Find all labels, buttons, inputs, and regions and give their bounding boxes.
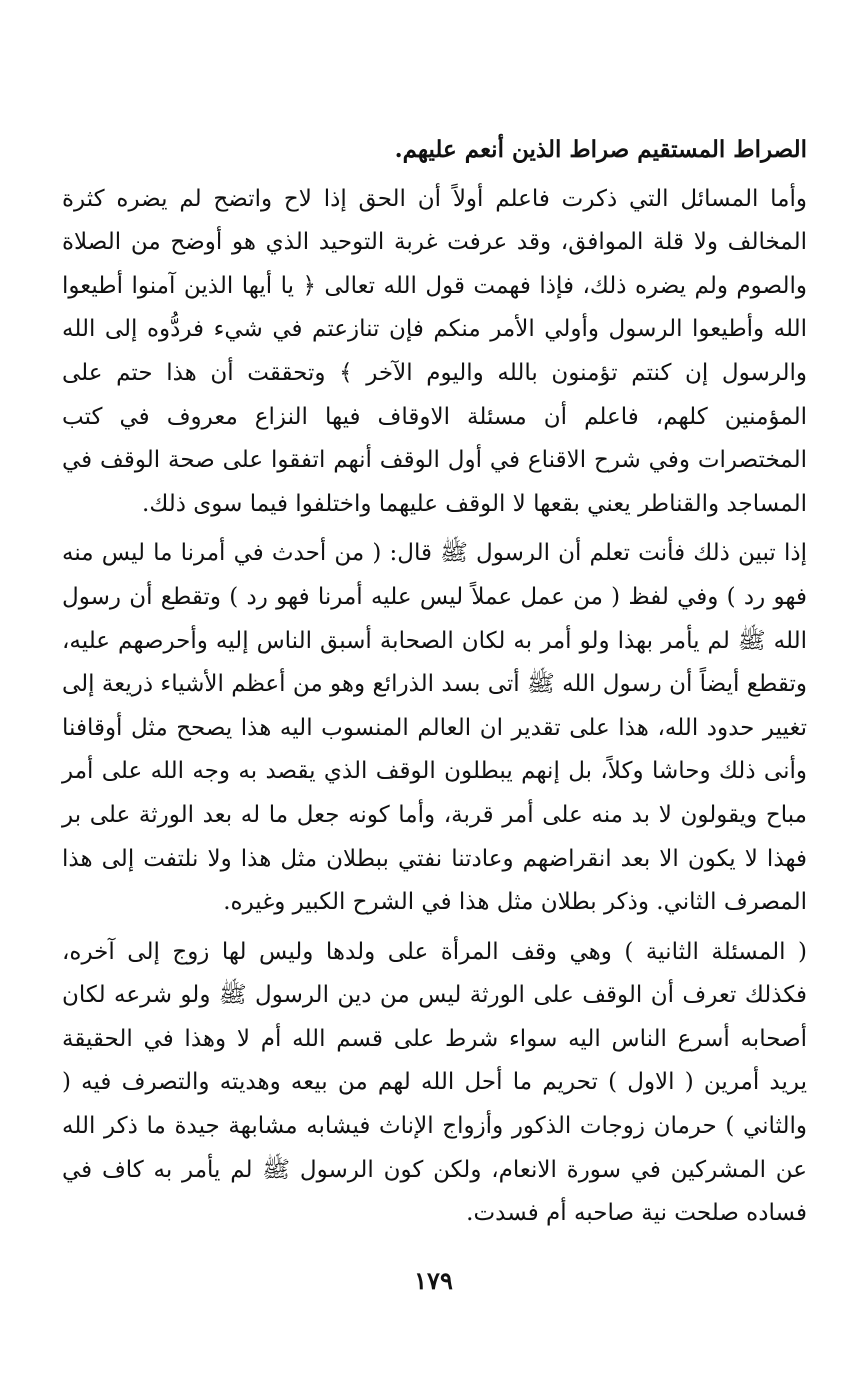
page-number: ١٧٩ bbox=[414, 1266, 453, 1295]
paragraph-second-issue: ( المسئلة الثانية ) وهي وقف المرأة على ولدها وليس لها زوج إلى آخره، فكذلك تعرف أن الوقف على الورثة ليس من دين الرسول ﷺ ولو شرعه لكان أصحابه أسرع الناس اليه سواء شرط على قسم الله أم لا وهذا في الحقيقة يريد أمرين ( الاول ) تحريم ما أحل الله لهم من بيعه وهديته والتصرف فيه ( والثاني ) حرمان زوجات الذكور وأزواج الإناث فيشابه مشابهة جيدة ما ذكر الله عن المشركين في سورة الانعام، ولكن كون الرسول ﷺ لم يأمر به كاف في فساده صلحت نية صاحبه أم فسدت. bbox=[62, 938, 807, 1227]
paragraph-issues-intro: وأما المسائل التي ذكرت فاعلم أولاً أن الحق إذا لاح واتضح لم يضره كثرة المخالف ولا قلة الموافق، وقد عرفت غربة التوحيد الذي هو أوضح من الصلاة والصوم ولم يضره ذلك، فإذا فهمت قول الله تعالى ﴿ يا أيها الذين آمنوا أطيعوا الله وأطيعوا الرسول وأولي الأمر منكم فإن تنازعتم في شيء فردُّوه إلى الله والرسول إن كنتم تؤمنون بالله واليوم الآخر ﴾ وتحققت أن هذا حتم على المؤمنين كلهم، فاعلم أن مسئلة الاوقاف فيها النزاع معروف في كتب المختصرات وفي شرح الاقناع في أول الوقف أنهم اتفقوا على صحة الوقف في المساجد والقناطر يعني بقعها لا الوقف عليهما واختلفوا فيما سوى ذلك. bbox=[62, 185, 807, 517]
paragraph-first-issue: إذا تبين ذلك فأنت تعلم أن الرسول ﷺ قال: ( من أحدث في أمرنا ما ليس منه فهو رد ) وفي لفظ ( من عمل عملاً ليس عليه أمرنا فهو رد ) وتقطع أن رسول الله ﷺ لم يأمر بهذا ولو أمر به لكان الصحابة أسبق الناس إليه وأحرصهم عليه، وتقطع أيضاً أن رسول الله ﷺ أتى بسد الذرائع وهو من أعظم الأشياء ذريعة إلى تغيير حدود الله، هذا على تقدير ان العالم المنسوب اليه هذا يصحح مثل أوقافنا وأنى ذلك وحاشا وكلاً، بل إنهم يبطلون الوقف الذي يقصد به وجه الله على أمر مباح ويقولون لا بد منه على أمر قربة، وأما كونه جعل ما له بعد الورثة على بر فهذا لا يكون الا بعد انقراضهم وعادتنا نفتي ببطلان مثل هذا ولا نلتفت إلى هذا المصرف الثاني. وذكر بطلان مثل هذا في الشرح الكبير وغيره. bbox=[62, 540, 807, 916]
paragraph-opening-line: الصراط المستقيم صراط الذين أنعم عليهم. bbox=[394, 136, 807, 163]
